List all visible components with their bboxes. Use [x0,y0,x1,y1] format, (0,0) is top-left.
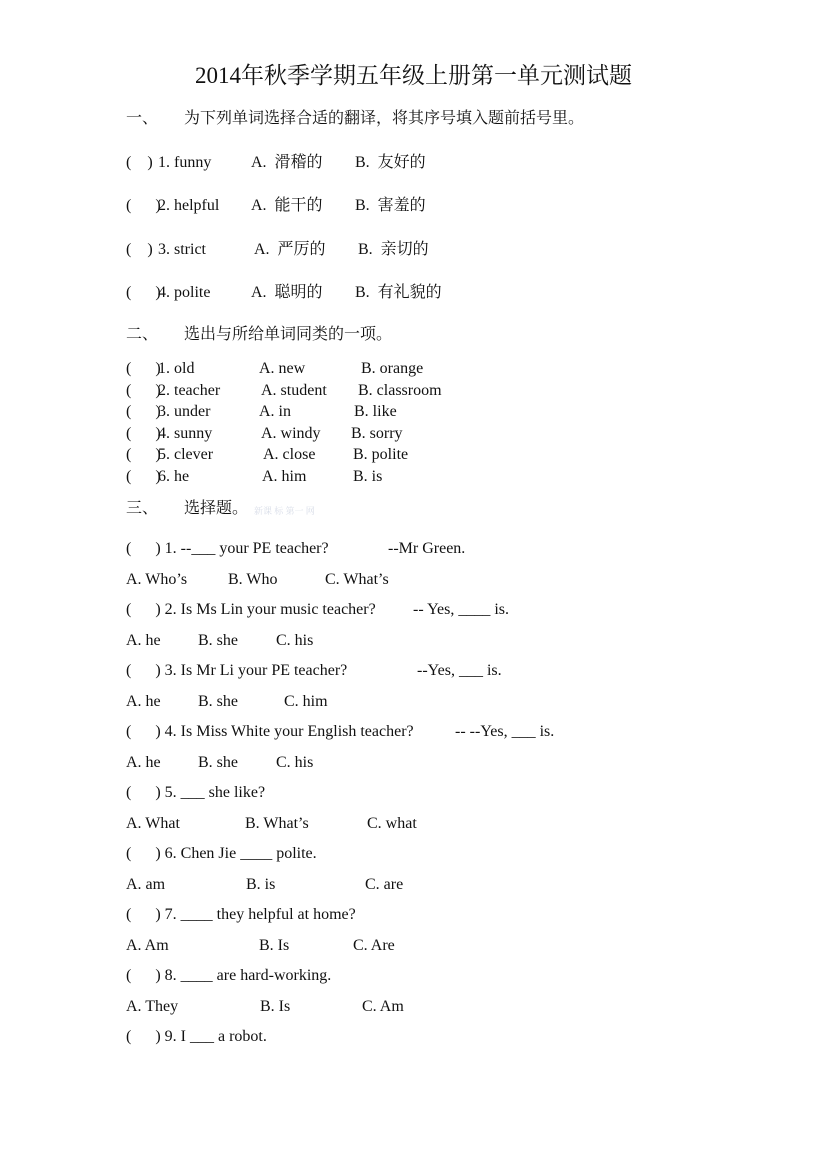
section2-heading: 选出与所给单词同类的一项。 [184,326,393,343]
answer-blank: ( ) [126,425,161,442]
section3-number: 三、 [126,500,159,517]
given-word: 1. old [158,360,195,377]
option-a: A. 严厉的 [254,241,326,258]
answer-blank: ( ) [126,241,153,258]
option-a: A. him [262,468,307,485]
option-a: A. he [126,754,161,771]
option-b: B. like [354,403,397,420]
option-b: B. 有礼貌的 [355,284,442,301]
option-b: B. she [198,754,238,771]
answer-blank: ( ) [126,468,161,485]
question-text: ( ) 6. Chen Jie ____ polite. [126,845,317,862]
given-word: 3. under [158,403,211,420]
answer-blank: ( ) [126,382,161,399]
vocab-word: 3. strict [158,241,206,258]
section1-number: 一、 [126,110,159,127]
option-b: B. polite [353,446,409,463]
option-c: C. his [276,754,314,771]
option-b: B. Is [259,937,290,954]
option-a: A. am [126,876,166,893]
answer-blank: ( ) [126,403,161,420]
option-a: A. Am [126,937,169,954]
given-word: 4. sunny [158,425,213,442]
given-word: 2. teacher [158,382,221,399]
page-title: 2014年秋季学期五年级上册第一单元测试题 [195,63,632,88]
option-a: A. he [126,693,161,710]
option-b: B. Is [260,998,291,1015]
given-word: 6. he [158,468,190,485]
option-b: B. sorry [351,425,403,442]
option-c: C. his [276,632,314,649]
question-text: ( ) 8. ____ are hard-working. [126,967,332,984]
option-a: A. student [261,382,327,399]
option-c: C. Am [362,998,404,1015]
question-answer-hint: -- --Yes, ___ is. [455,723,555,740]
section3-heading: 选择题。 [184,500,249,517]
vocab-word: 1. funny [158,154,212,171]
option-c: C. what [367,815,417,832]
option-b: B. Who [228,571,278,588]
question-text: ( ) 4. Is Miss White your English teacher? [126,723,414,740]
question-answer-hint: -- Yes, ____ is. [413,601,510,618]
option-b: B. is [246,876,276,893]
vocab-word: 4. polite [158,284,211,301]
option-a: A. in [259,403,291,420]
section2-number: 二、 [126,326,159,343]
option-b: B. orange [361,360,424,377]
answer-blank: ( ) [126,446,161,463]
question-text: ( ) 2. Is Ms Lin your music teacher? [126,601,376,618]
option-b: B. 友好的 [355,154,426,171]
given-word: 5. clever [158,446,214,463]
question-text: ( ) 5. ___ she like? [126,784,266,801]
vocab-word: 2. helpful [158,197,220,214]
question-text: ( ) 9. I ___ a robot. [126,1028,267,1045]
watermark: 新课 标 第一 网 [254,506,315,516]
option-a: A. 能干的 [251,197,323,214]
option-b: B. she [198,693,238,710]
answer-blank: ( ) [126,284,161,301]
option-a: A. he [126,632,161,649]
option-c: C. Are [353,937,395,954]
option-b: B. she [198,632,238,649]
option-a: A. close [263,446,316,463]
option-a: A. 滑稽的 [251,154,323,171]
option-b: B. is [353,468,383,485]
option-b: B. What’s [245,815,309,832]
answer-blank: ( ) [126,197,161,214]
question-answer-hint: --Mr Green. [388,540,466,557]
option-a: A. Who’s [126,571,188,588]
option-a: A. windy [261,425,321,442]
option-c: C. What’s [325,571,389,588]
question-text: ( ) 7. ____ they helpful at home? [126,906,356,923]
option-b: B. classroom [358,382,442,399]
option-c: C. him [284,693,328,710]
option-c: C. are [365,876,404,893]
option-a: A. 聪明的 [251,284,323,301]
option-a: A. They [126,998,179,1015]
question-text: ( ) 3. Is Mr Li your PE teacher? [126,662,348,679]
question-answer-hint: --Yes, ___ is. [417,662,502,679]
option-b: B. 害羞的 [355,197,426,214]
answer-blank: ( ) [126,360,161,377]
answer-blank: ( ) [126,154,153,171]
option-a: A. new [259,360,306,377]
option-b: B. 亲切的 [358,241,429,258]
section1-heading: 为下列单词选择合适的翻译，将其序号填入题前括号里。 [184,110,585,127]
option-a: A. What [126,815,180,832]
question-text: ( ) 1. --___ your PE teacher? [126,540,329,557]
